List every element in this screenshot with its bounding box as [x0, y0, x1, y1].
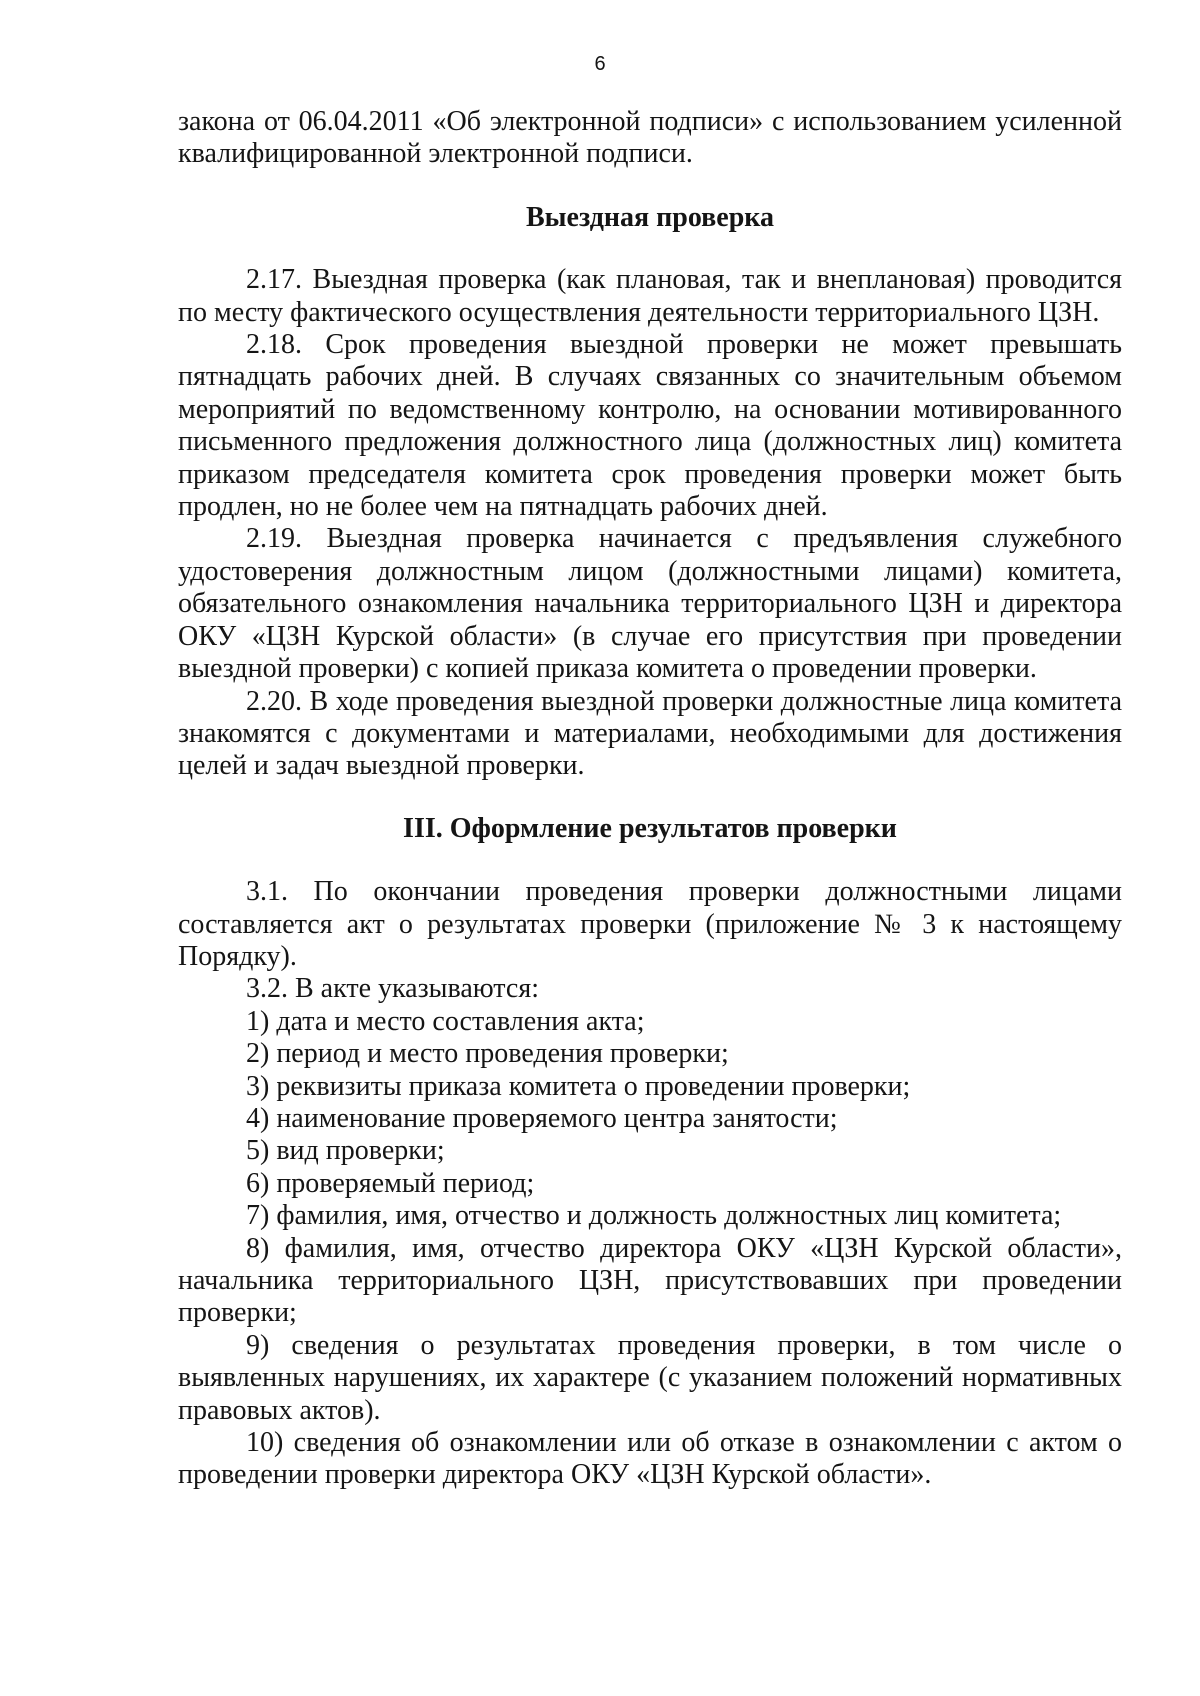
list-item: 1) дата и место составления акта;	[246, 1005, 645, 1037]
paragraph-2-17: 2.17. Выездная проверка (как плановая, так и внеплановая) проводится по месту фактического осуществления деятельности территориального ЦЗН.	[178, 264, 1122, 328]
list-item: 4) наименование проверяемого центра занятости;	[246, 1102, 838, 1134]
list-item: 2) период и место проведения проверки;	[246, 1038, 729, 1070]
section-heading-field-check: Выездная проверка	[526, 201, 774, 233]
list-item: 3) реквизиты приказа комитета о проведении проверки;	[246, 1070, 911, 1102]
paragraph-3-2: 3.2. В акте указываются:	[246, 973, 539, 1005]
paragraph-2-20: 2.20. В ходе проведения выездной проверки должностные лица комитета знакомятся с документами и материалами, необходимыми для достижения целей и задач выездной проверки.	[178, 685, 1122, 782]
list-item: 8) фамилия, имя, отчество директора ОКУ «ЦЗН Курской области», начальника территориального ЦЗН, присутствовавших при проведении проверки;	[178, 1232, 1122, 1329]
paragraph-2-18: 2.18. Срок проведения выездной проверки не может превышать пятнадцать рабочих дней. В случаях связанных со значительным объемом мероприятий по ведомственному контролю, на основании мотивированного письменного предложения должностного лица (должностных лиц) комитета приказом председателя комитета срок проведения проверки может быть продлен, но не более чем на пятнадцать рабочих дней.	[178, 329, 1122, 523]
list-item: 10) сведения об ознакомлении или об отказе в ознакомлении с актом о проведении проверки директора ОКУ «ЦЗН Курской области».	[178, 1427, 1122, 1491]
intro-paragraph: закона от 06.04.2011 «Об электронной подписи» с использованием усиленной квалифицированной электронной подписи.	[178, 106, 1122, 170]
paragraph-3-1: 3.1. По окончании проведения проверки должностными лицами составляется акт о результатах проверки (приложение № 3 к настоящему Порядку).	[178, 876, 1122, 972]
list-item: 5) вид проверки;	[246, 1135, 445, 1167]
list-item: 7) фамилия, имя, отчество и должность должностных лиц комитета;	[246, 1200, 1062, 1232]
list-item: 9) сведения о результатах проведения проверки, в том числе о выявленных нарушениях, их характере (с указанием положений нормативных правовых актов).	[178, 1329, 1122, 1426]
list-item: 6) проверяемый период;	[246, 1167, 535, 1199]
paragraph-2-19: 2.19. Выездная проверка начинается с предъявления служебного удостоверения должностным лицом (должностными лицами) комитета, обязательного ознакомления начальника территориального ЦЗН и директора ОКУ «ЦЗН Курской области» (в случае его присутствия при проведении выездной проверки) с копией приказа комитета о проведении проверки.	[178, 523, 1122, 685]
section-heading-results: III. Оформление результатов проверки	[403, 812, 897, 844]
document-body	[178, 106, 1122, 1492]
page-number: 6	[594, 53, 606, 75]
